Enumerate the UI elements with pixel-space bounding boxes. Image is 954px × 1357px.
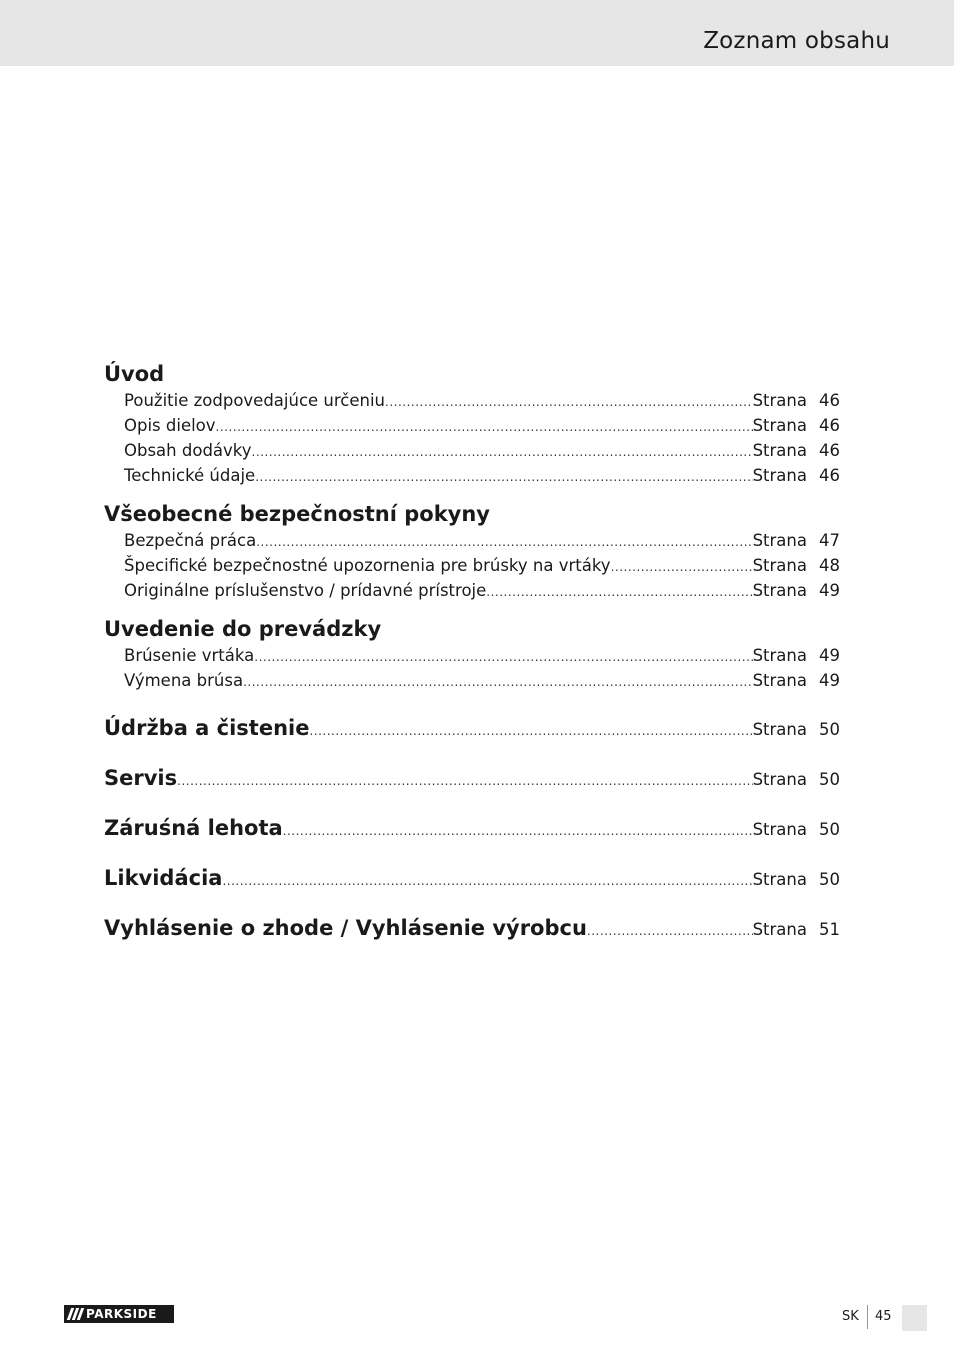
toc-entry-label: Použitie zodpovedajúce určeniu — [124, 391, 386, 410]
toc-entry-strana: Strana — [752, 556, 807, 575]
toc-entry-page: 50 — [819, 720, 840, 739]
toc-entry-page: 49 — [819, 646, 840, 665]
toc-entry[interactable] — [104, 643, 840, 668]
table-of-contents — [104, 360, 840, 943]
toc-entry-page: 46 — [819, 416, 840, 435]
toc-entry-strana: Strana — [752, 581, 807, 600]
parkside-logo — [64, 1305, 174, 1323]
toc-section-uvod — [104, 360, 840, 488]
toc-entry-label: Záruśná lehota — [104, 816, 283, 840]
toc-entry[interactable] — [104, 413, 840, 438]
dot-leader — [255, 465, 752, 490]
toc-entry[interactable] — [104, 578, 840, 603]
toc-entry-label: Údržba a čistenie — [104, 716, 310, 740]
dot-leader — [254, 645, 752, 670]
page-tab-marker — [902, 1305, 927, 1331]
dot-leader — [177, 766, 752, 796]
toc-top-entry-likvidacia[interactable] — [104, 863, 840, 893]
toc-entry-label: Technické údaje — [124, 466, 256, 485]
toc-section-uvedenie — [104, 615, 840, 693]
toc-entry-strana: Strana — [752, 531, 807, 550]
toc-entry-strana: Strana — [752, 820, 807, 839]
page-title: Zoznam obsahu — [703, 28, 890, 54]
toc-entry-label: Bezpečná práca — [124, 531, 257, 550]
toc-entry-label: Vyhlásenie o zhode / Vyhlásenie výrobcu — [104, 916, 587, 940]
toc-entry-label: Brúsenie vrtáka — [124, 646, 255, 665]
footer-divider — [867, 1305, 868, 1329]
toc-top-entry-vyhlasenie[interactable] — [104, 913, 840, 943]
toc-section-title: Všeobecné bezpečnostní pokyny — [104, 502, 490, 526]
dot-leader — [252, 440, 753, 465]
toc-entry-page: 50 — [819, 770, 840, 789]
toc-section-title: Úvod — [104, 362, 165, 386]
toc-entry-label: Výmena brúsa — [124, 671, 244, 690]
dot-leader — [587, 916, 753, 946]
language-code: SK — [842, 1309, 859, 1324]
toc-entry-page: 47 — [819, 531, 840, 550]
toc-entry-label: Originálne príslušenstvo / prídavné prístroje — [124, 581, 487, 600]
toc-entry-page: 46 — [819, 391, 840, 410]
toc-entry-page: 50 — [819, 820, 840, 839]
toc-entry[interactable] — [104, 553, 840, 578]
dot-leader — [256, 530, 752, 555]
toc-entry-page: 51 — [819, 920, 840, 939]
toc-entry[interactable] — [104, 388, 840, 413]
toc-top-entry-servis[interactable] — [104, 763, 840, 793]
toc-entry-strana: Strana — [752, 920, 807, 939]
dot-leader — [385, 390, 753, 415]
dot-leader — [243, 670, 753, 695]
toc-entry-page: 50 — [819, 870, 840, 889]
toc-entry-label: Likvidácia — [104, 866, 223, 890]
toc-entry[interactable] — [104, 528, 840, 553]
toc-entry-strana: Strana — [752, 441, 807, 460]
toc-entry-strana: Strana — [752, 391, 807, 410]
toc-entry-strana: Strana — [752, 870, 807, 889]
toc-entry-page: 49 — [819, 581, 840, 600]
toc-entry-strana: Strana — [752, 720, 807, 739]
toc-entry-strana: Strana — [752, 466, 807, 485]
dot-leader — [611, 555, 753, 580]
page-header — [0, 0, 954, 66]
toc-entry-page: 49 — [819, 671, 840, 690]
toc-top-entry-udrzba[interactable] — [104, 713, 840, 743]
toc-entry-page: 48 — [819, 556, 840, 575]
dot-leader — [283, 816, 753, 846]
toc-section-bezpecnost — [104, 500, 840, 603]
dot-leader — [309, 716, 752, 746]
toc-entry-strana: Strana — [752, 671, 807, 690]
dot-leader — [216, 415, 753, 440]
logo-brand-text: PARKSIDE — [86, 1307, 157, 1321]
toc-entry-page: 46 — [819, 441, 840, 460]
toc-top-entry-zaruka[interactable] — [104, 813, 840, 843]
toc-section-title: Uvedenie do prevádzky — [104, 617, 382, 641]
toc-entry-label: Opis dielov — [124, 416, 216, 435]
toc-entry[interactable] — [104, 463, 840, 488]
page-number: 45 — [875, 1309, 892, 1324]
toc-entry-label: Obsah dodávky — [124, 441, 252, 460]
toc-entry-label: Servis — [104, 766, 178, 790]
logo-stripes-icon — [64, 1305, 86, 1323]
dot-leader — [222, 866, 752, 896]
toc-entry-strana: Strana — [752, 416, 807, 435]
toc-entry-strana: Strana — [752, 646, 807, 665]
toc-entry-strana: Strana — [752, 770, 807, 789]
toc-entry[interactable] — [104, 438, 840, 463]
dot-leader — [486, 580, 752, 605]
toc-entry-label: Špecifické bezpečnostné upozornenia pre brúsky na vrtáky — [124, 556, 611, 575]
toc-entry-page: 46 — [819, 466, 840, 485]
toc-entry[interactable] — [104, 668, 840, 693]
